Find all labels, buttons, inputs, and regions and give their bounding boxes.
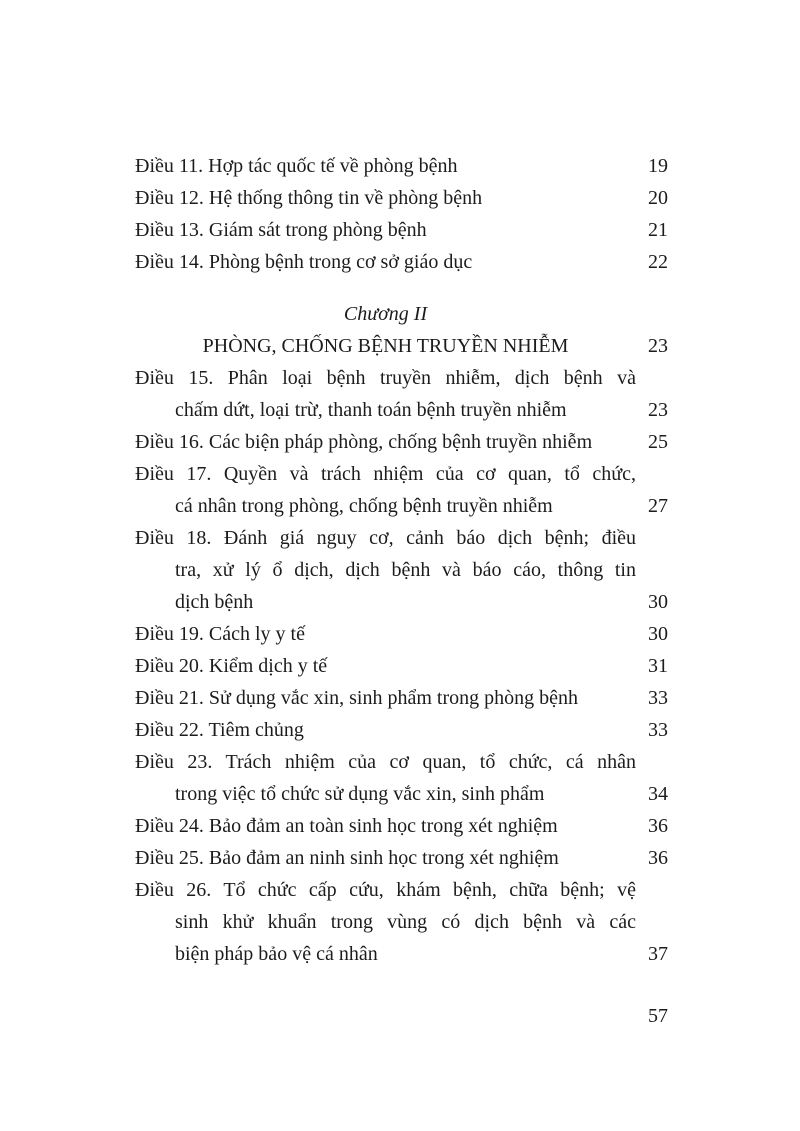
toc-entry-text bbox=[135, 618, 636, 650]
toc-entry-page-number: 25 bbox=[648, 431, 668, 453]
toc-entry bbox=[135, 182, 668, 214]
toc-entry-line: Điều 13. Giám sát trong phòng bệnh bbox=[135, 219, 427, 241]
chapter-title-row bbox=[135, 330, 668, 362]
toc-entry-page-number: 33 bbox=[648, 719, 668, 741]
toc-entry-line: Điều 16. Các biện pháp phòng, chống bệnh truyền nhiễm bbox=[135, 431, 593, 453]
toc-entry-page-number: 30 bbox=[648, 623, 668, 645]
toc-entry-text bbox=[135, 214, 636, 246]
toc-entry-text bbox=[135, 650, 636, 682]
toc-entry bbox=[135, 842, 668, 874]
toc-entry-line: Điều 18. Đánh giá nguy cơ, cảnh báo dịch bệnh; điều bbox=[135, 527, 636, 549]
toc-entry-line: Điều 20. Kiểm dịch y tế bbox=[135, 655, 328, 677]
toc-entry bbox=[135, 426, 668, 458]
toc-entry-page-number: 37 bbox=[648, 943, 668, 965]
toc-entry bbox=[135, 746, 668, 810]
toc-entry-page-number: 27 bbox=[648, 495, 668, 517]
toc-entry-page-number: 31 bbox=[648, 655, 668, 677]
toc-entry bbox=[135, 522, 668, 618]
toc-entry-page-number: 30 bbox=[648, 591, 668, 613]
toc-entry-line: Điều 24. Bảo đảm an toàn sinh học trong xét nghiệm bbox=[135, 815, 558, 837]
toc-entry bbox=[135, 458, 668, 522]
toc-entry bbox=[135, 150, 668, 182]
page-number: 57 bbox=[648, 1005, 668, 1027]
toc-entry-line: cá nhân trong phòng, chống bệnh truyền nhiễm bbox=[175, 495, 553, 517]
toc-entry bbox=[135, 362, 668, 426]
toc-entry-text bbox=[135, 842, 636, 874]
toc-entry-line: tra, xử lý ổ dịch, dịch bệnh và báo cáo, thông tin bbox=[175, 559, 636, 581]
toc-list bbox=[135, 150, 668, 970]
toc-entry-text bbox=[135, 874, 636, 970]
toc-entry-page-number: 20 bbox=[648, 187, 668, 209]
toc-entry-line: biện pháp bảo vệ cá nhân bbox=[175, 943, 378, 965]
toc-entry bbox=[135, 682, 668, 714]
toc-entry-page-number: 23 bbox=[648, 399, 668, 421]
toc-entry-line: Điều 12. Hệ thống thông tin về phòng bệnh bbox=[135, 187, 483, 209]
toc-entry-text bbox=[135, 682, 636, 714]
toc-entry-line: Điều 17. Quyền và trách nhiệm của cơ quan, tổ chức, bbox=[135, 463, 636, 485]
toc-entry-line: Điều 25. Bảo đảm an ninh sinh học trong xét nghiệm bbox=[135, 847, 559, 869]
toc-entry-page-number: 22 bbox=[648, 251, 668, 273]
toc-entry-page-number: 36 bbox=[648, 847, 668, 869]
toc-entry bbox=[135, 714, 668, 746]
toc-entry-line: Điều 11. Hợp tác quốc tế về phòng bệnh bbox=[135, 155, 458, 177]
toc-entry bbox=[135, 214, 668, 246]
toc-entry-page-number: 21 bbox=[648, 219, 668, 241]
toc-entry-line: Điều 22. Tiêm chủng bbox=[135, 719, 304, 741]
toc-entry-text bbox=[135, 362, 636, 426]
toc-entry bbox=[135, 618, 668, 650]
toc-entry-line: Điều 15. Phân loại bệnh truyền nhiễm, dịch bệnh và bbox=[135, 367, 636, 389]
toc-entry-line: trong việc tổ chức sử dụng vắc xin, sinh phẩm bbox=[175, 783, 545, 805]
toc-entry bbox=[135, 650, 668, 682]
toc-entry-line: PHÒNG, CHỐNG BỆNH TRUYỀN NHIỄM bbox=[202, 335, 569, 357]
toc-entry bbox=[135, 874, 668, 970]
toc-entry-text bbox=[135, 746, 636, 810]
chapter-title bbox=[135, 330, 636, 362]
toc-entry-line: Điều 21. Sử dụng vắc xin, sinh phẩm trong phòng bệnh bbox=[135, 687, 579, 709]
toc-entry-text bbox=[135, 714, 636, 746]
toc-entry-page-number: 33 bbox=[648, 687, 668, 709]
toc-entry-line: chấm dứt, loại trừ, thanh toán bệnh truyền nhiễm bbox=[175, 399, 567, 421]
toc-entry bbox=[135, 810, 668, 842]
toc-entry-text bbox=[135, 426, 636, 458]
toc-entry-page-number: 36 bbox=[648, 815, 668, 837]
toc-entry-text bbox=[135, 182, 636, 214]
toc-entry-line: Điều 26. Tổ chức cấp cứu, khám bệnh, chữa bệnh; vệ bbox=[135, 879, 636, 901]
toc-entry-page-number: 23 bbox=[648, 335, 668, 357]
toc-entry-page-number: 19 bbox=[648, 155, 668, 177]
toc-entry-page-number: 34 bbox=[648, 783, 668, 805]
toc-entry-text bbox=[135, 458, 636, 522]
toc-entry-text bbox=[135, 150, 636, 182]
toc-entry-line: Điều 19. Cách ly y tế bbox=[135, 623, 305, 645]
chapter-heading: Chương II bbox=[343, 303, 428, 325]
toc-entry-line: sinh khử khuẩn trong vùng có dịch bệnh và các bbox=[175, 911, 636, 933]
toc-entry-line: Điều 14. Phòng bệnh trong cơ sở giáo dục bbox=[135, 251, 473, 273]
toc-entry-text bbox=[135, 246, 636, 278]
toc-entry bbox=[135, 246, 668, 278]
toc-entry-line: dịch bệnh bbox=[175, 591, 254, 613]
toc-entry-text bbox=[135, 522, 636, 618]
toc-entry-line: Điều 23. Trách nhiệm của cơ quan, tổ chức, cá nhân bbox=[135, 751, 636, 773]
toc-entry-text bbox=[135, 810, 636, 842]
